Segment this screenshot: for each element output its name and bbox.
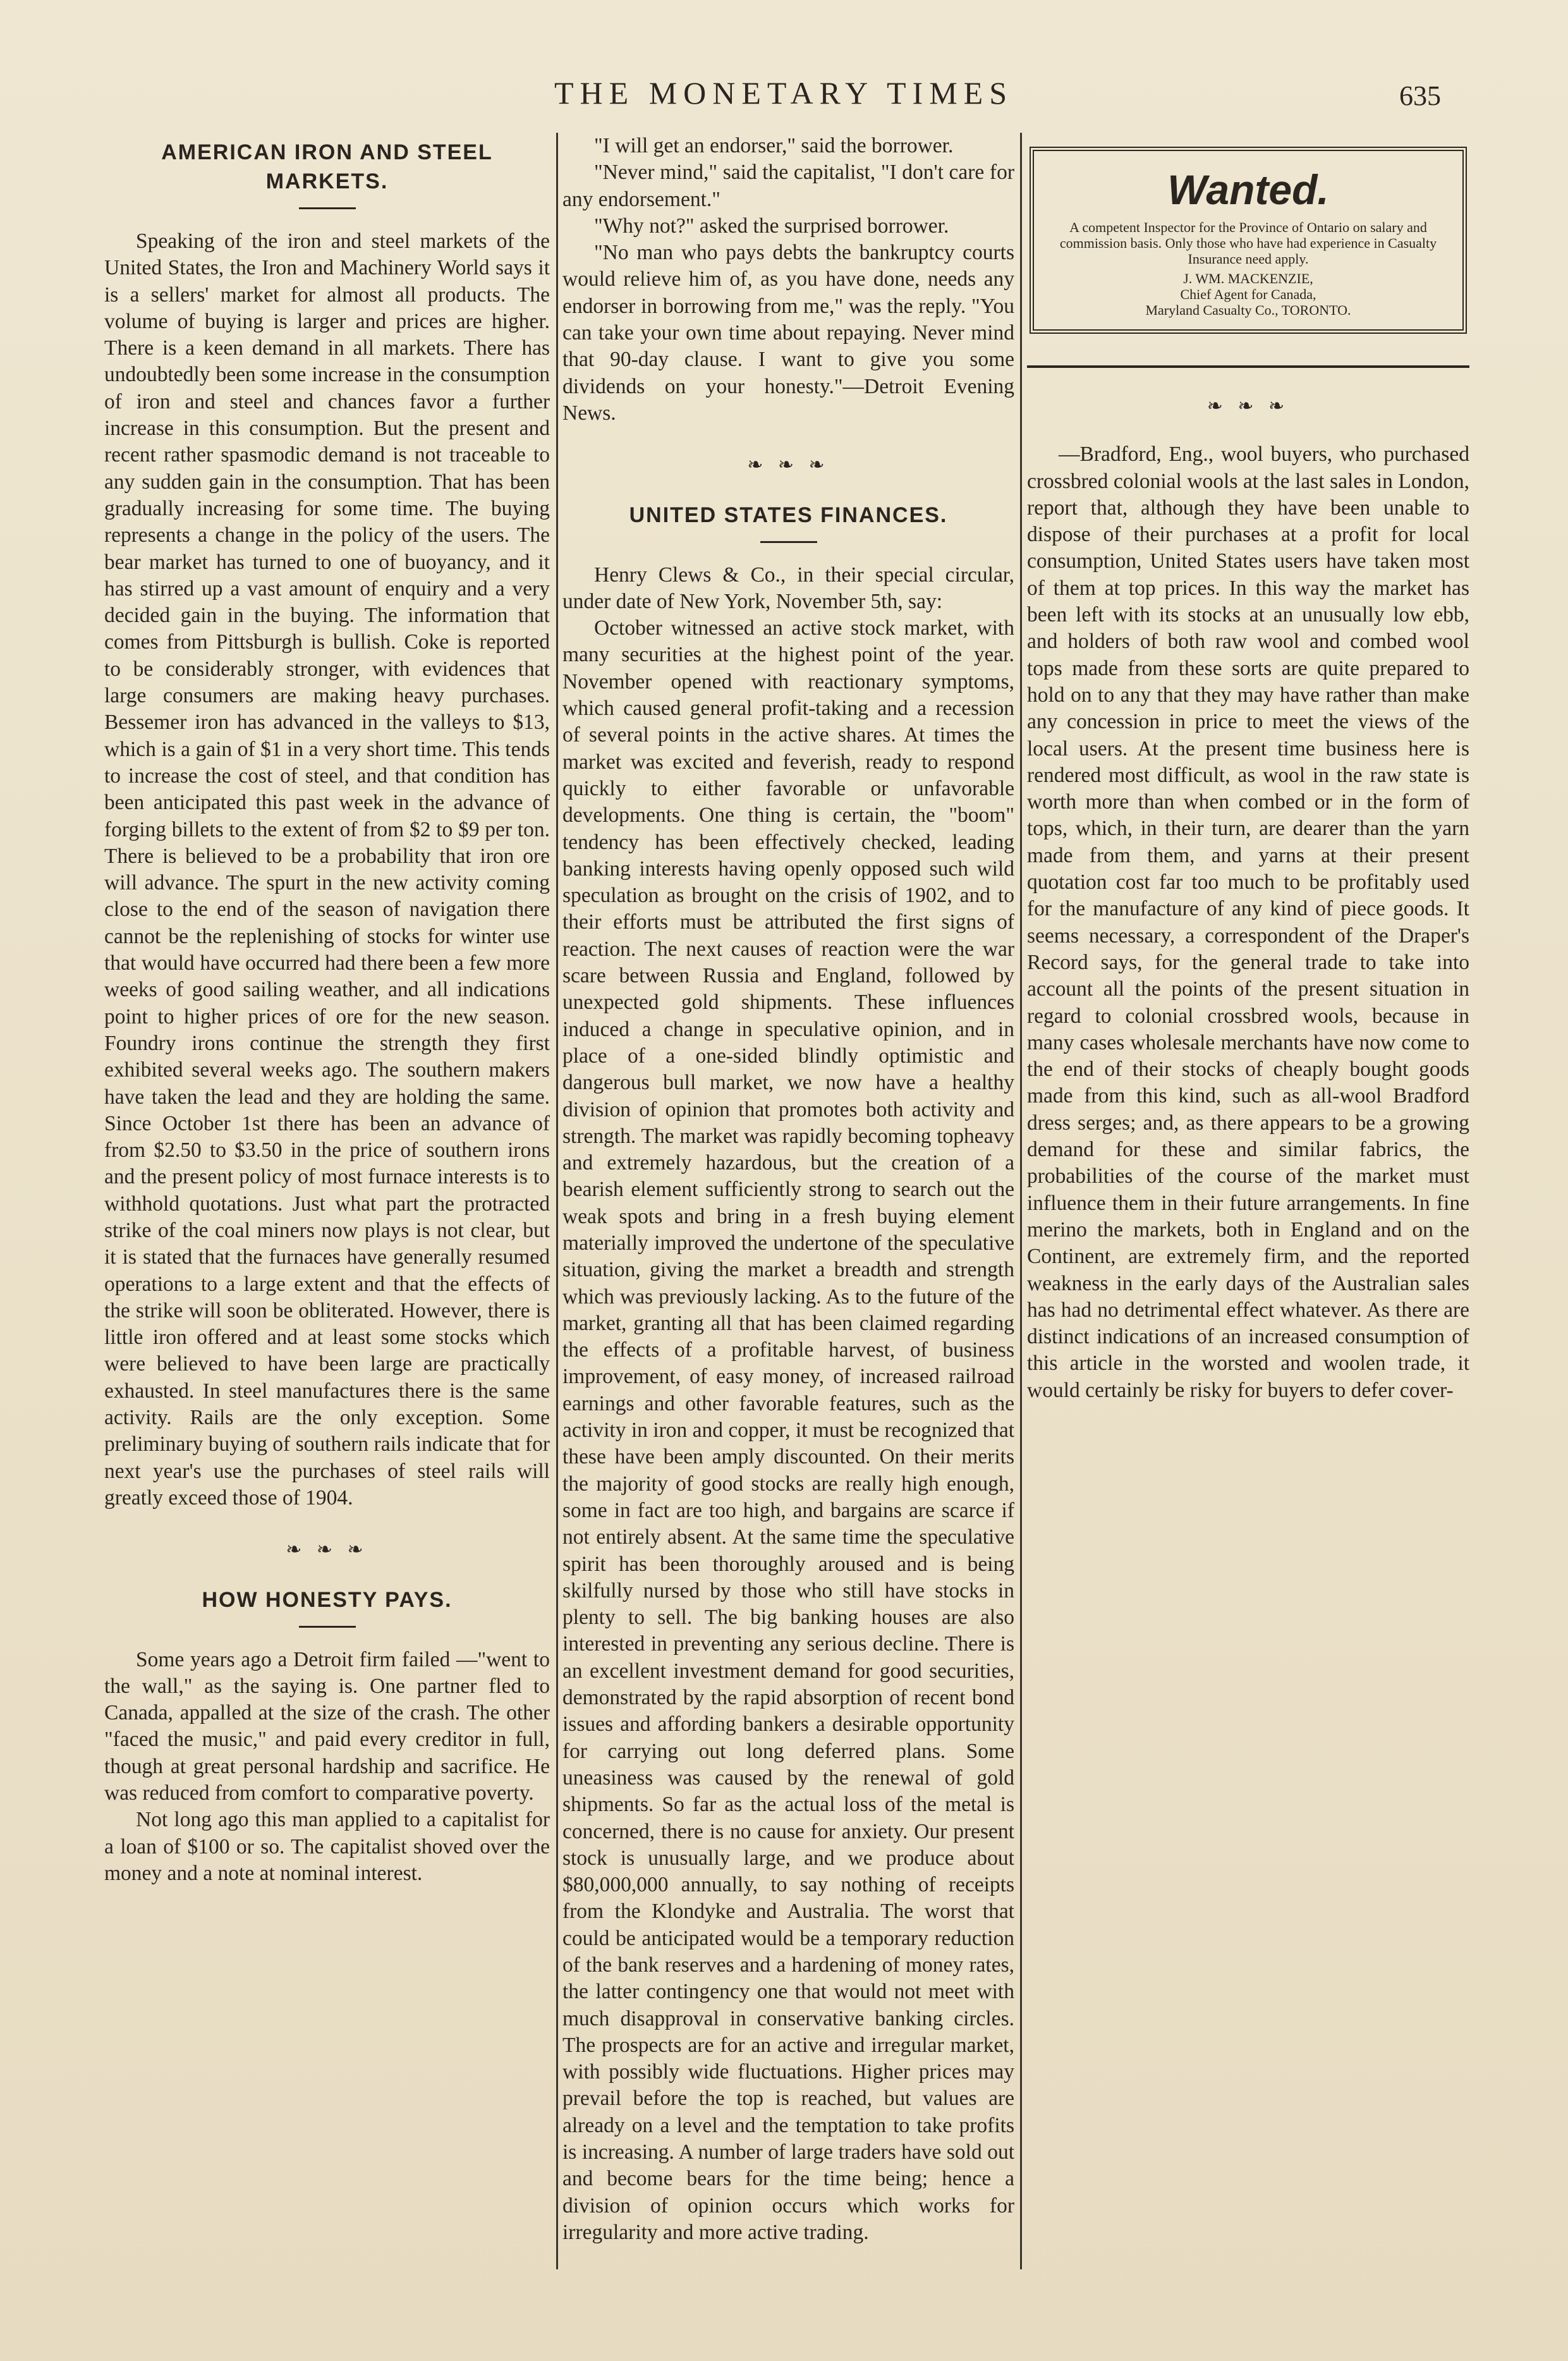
article-heading-us-finances: UNITED STATES FINANCES.: [629, 503, 948, 527]
column-divider: [556, 133, 558, 2269]
ad-signature: [1049, 271, 1447, 318]
article-paragraph: "Why not?" asked the surprised borrower.: [594, 214, 949, 238]
heading-rule: [299, 207, 356, 209]
running-head: [101, 75, 1466, 119]
ad-body: A competent Inspector for the Province of Ontario on salary and commission basis. Only those who have had experience in Casualty Insurance need apply.: [1059, 219, 1437, 267]
ad-signature-name: J. WM. MACKENZIE,: [1183, 271, 1313, 286]
page-number: 635: [1399, 80, 1441, 111]
column-2: [562, 133, 1014, 2269]
publication-title: THE MONETARY TIMES: [554, 75, 1013, 111]
section-ornament: ❧ ❧ ❧: [747, 455, 830, 476]
article-paragraph: "I will get an endorser," said the borrower.: [594, 134, 954, 157]
article-paragraph: October witnessed an active stock market, with many securities at the highest point of the year. November opened with reactionary symptoms, which caused general profit-taking and a recession of several points in the active shares. At times the market was excited and feverish, ready to respond quickly to either favorable or unfavorable developments. One thing is certain, the "boom" tendency has been effectively checked, leading banking interests having openly opposed such wild speculation as brought on the crisis of 1902, and to their efforts must be attributed the first signs of reaction. The next causes of reaction were the war scare between Russia and England, followed by unexpected gold shipments. These influences induced a change in speculative opinion, and in place of a one-sided blindly optimistic and dangerous bull market, we now have a healthy division of opinion that promotes both activity and strength. The market was rapidly becoming topheavy and extremely hazardous, but the creation of a bearish element sufficiently strong to search out the weak spots and bring in a fresh buying element materially improved the undertone of the speculative situation, giving the market a breadth and strength which was previously lacking. As to the future of the market, granting all that has been claimed regarding the effects of a profitable harvest, of business improvement, of easy money, of increased railroad earnings and other favorable features, such as the activity in iron and copper, it must be recognized that these have been amply discounted. On their merits the majority of good stocks are really high enough, some in fact are too high, and bargains are scarce if not entirely absent. At the same time the speculative spirit has been thoroughly aroused and is being skilfully nursed by those who still have stocks in plenty to sell. The big banking houses are also interested in preventing any serious decline. There is an excellent investment demand for good securities, demonstrated by the rapid absorption of recent bond issues and affording bankers a desirable opportunity for carrying out long deferred plans. Some uneasiness was caused by the renewal of gold shipments. So far as the actual loss of the metal is concerned, there is no cause for anxiety. Our present stock is unusually large, and we produce about $80,000,000 annually, to say nothing of receipts from the Klondyke and Australia. The worst that could be anticipated would be a temporary reduction of the bank reserves and a hardening of money rates, the latter contingency one that would not meet with much disapproval in conservative banking circles. The prospects are for an active and irregular market, with possibly wide fluctuations. Higher prices may prevail before the top is reached, but values are already on a level and the temptation to take profits is increasing. A number of large traders have sold out and become bears for the time being; hence a division of opinion occurs which works for irregularity and more active trading.: [562, 616, 1014, 2244]
column-divider: [1020, 133, 1022, 2269]
column-rule: [1027, 365, 1469, 368]
ad-title: Wanted.: [1167, 166, 1329, 213]
article-paragraph: Not long ago this man applied to a capitalist for a loan of $100 or so. The capitalist shoved over the money and a note at nominal interest.: [104, 1808, 550, 1885]
ad-signature-company: Maryland Casualty Co., TORONTO.: [1145, 302, 1351, 318]
section-ornament: ❧ ❧ ❧: [286, 1539, 368, 1561]
heading-rule: [299, 1626, 356, 1628]
article-paragraph: Speaking of the iron and steel markets of the United States, the Iron and Machinery World says it is a sellers' market for almost all products. The volume of buying is larger and prices are higher. There is a keen demand in all markets. There has undoubtedly been some increase in the consumption of iron and steel and chances favor a further increase in this consumption. But the present and recent rather spasmodic demand is not traceable to any sudden gain in the consumption. That has been gradually increasing for some time. The buying represents a change in the policy of the users. The bear market has turned to one of buoyancy, and it has stirred up a vast amount of enquiry and a very decided gain in the buying. The information that comes from Pittsburgh is bullish. Coke is reported to be considerably stronger, with evidences that large consumers are making heavy purchases. Bessemer iron has advanced in the valleys to $13, which is a gain of $1 in a very short time. This tends to increase the cost of steel, and that condition has been anticipated this past week in the advance of forging billets to the extent of from $2 to $9 per ton. There is believed to be a probability that iron ore will advance. The spurt in the new activity coming close to the end of the season of navigation there cannot be the replenishing of stocks for winter use that would have occurred had there been a few more weeks of good sailing weather, and all indications point to higher prices of ore for the new season. Foundry irons continue the strength they first exhibited several weeks ago. The southern makers have taken the lead and they are holding the same. Since October 1st there has been an advance of from $2.50 to $3.50 in the price of southern irons and the present policy of most furnace interests is to withhold quotations. Just what part the protracted strike of the coal miners now plays is not clear, but it is stated that the furnaces have generally resumed operations to a large extent and that the effects of the strike will soon be obliterated. However, there is little iron offered and at least some stocks which were believed to have been large are practically exhausted. In steel manufactures there is the same activity. Rails are the only exception. Some preliminary buying of southern rails indicate that for next year's use the purchases of steel rails will greatly exceed those of 1904.: [104, 229, 550, 1510]
wanted-advertisement: [1030, 147, 1467, 334]
article-paragraph: "No man who pays debts the bankruptcy courts would relieve him of, as you have done, needs any endorser in borrowing from me," was the reply. "You can take your own time about repaying. Never mind that 90-day clause. I want to give you some dividends on your honesty."—Detroit Evening News.: [562, 241, 1014, 425]
column-1: [104, 133, 550, 2269]
heading-rule: [760, 541, 817, 543]
article-heading-iron-steel: AMERICAN IRON AND STEEL MARKETS.: [161, 140, 493, 193]
article-paragraph: "Never mind," said the capitalist, "I don't care for any endorsement.": [562, 161, 1014, 211]
article-heading-honesty: HOW HONESTY PAYS.: [202, 1587, 453, 1612]
section-ornament: ❧ ❧ ❧: [1206, 396, 1290, 417]
article-paragraph: Some years ago a Detroit firm failed —"went to the wall," as the saying is. One partner fled to Canada, appalled at the size of the crash. The other "faced the music," and paid every creditor in full, though at great personal hardship and sacrifice. He was reduced from comfort to comparative poverty.: [104, 1647, 550, 1805]
column-3: [1027, 133, 1469, 2269]
ad-signature-title: Chief Agent for Canada,: [1180, 286, 1316, 302]
article-paragraph: Henry Clews & Co., in their special circular, under date of New York, November 5th, say:: [562, 563, 1014, 613]
article-paragraph: —Bradford, Eng., wool buyers, who purchased crossbred colonial wools at the last sales in London, report that, although they have been unable to dispose of their purchases at a profit for local consumption, United States users have taken most of them at top prices. In this way the market has been left with its stocks at an unusually low ebb, and holders of both raw wool and combed wool tops made from these sorts are quite prepared to hold on to any that they may have rather than make any concession in price to meet the views of the local users. At the present time business here is rendered most difficult, as wool in the raw state is worth more than when combed or in the form of tops, which, in their turn, are dearer than the yarn made from them, and yarns at their present quotation cost far too much to be profitably used for the manufacture of any kind of piece goods. It seems necessary, a correspondent of the Draper's Record says, for the general trade to take into account all the points of the present situation in regard to colonial crossbred wools, because in many cases wholesale merchants have now come to the end of their stocks of cheaply bought goods made from this kind, such as all-wool Bradford dress serges; and, as there appears to be a growing demand for these and similar fabrics, the probabilities of the course of the market must influence them in their future arrangements. In fine merino the markets, both in England and on the Continent, are extremely firm, and the reported weakness in the early days of the Australian sales has had no detrimental effect whatever. As there are distinct indications of an increased consumption of this article in the worsted and woolen trade, it would certainly be risky for buyers to defer cover-: [1027, 442, 1469, 1402]
